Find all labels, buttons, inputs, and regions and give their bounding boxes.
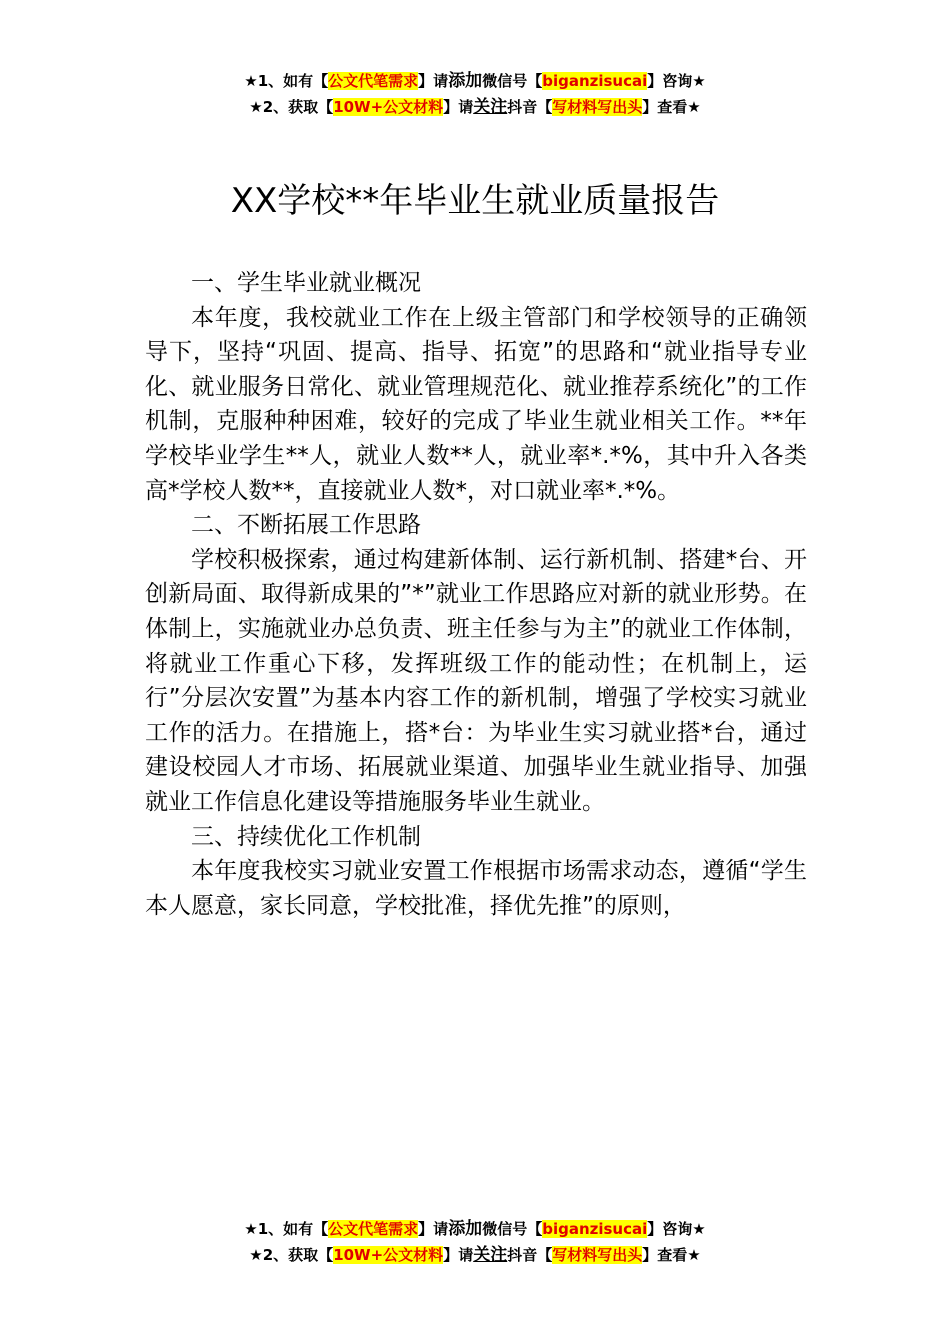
banner-text: 微信号【	[482, 1220, 543, 1238]
banner-line-2	[0, 94, 950, 120]
highlight-douyin-account: 写材料写出头	[552, 1246, 643, 1264]
banner-text: 2、获取【	[262, 98, 334, 116]
banner-line-1	[0, 1216, 950, 1242]
banner-text-emphasis: 添加	[448, 71, 483, 91]
highlight-wechat-id: biganzisucai	[542, 72, 648, 90]
banner-text: 】请	[443, 1246, 474, 1264]
highlight-service: 公文代笔需求	[328, 72, 419, 90]
highlight-materials: 10W+公文材料	[333, 1246, 444, 1264]
document-body	[145, 266, 807, 923]
highlight-service: 公文代笔需求	[328, 1220, 419, 1238]
star-icon: ★	[692, 1220, 706, 1238]
star-icon: ★	[692, 72, 706, 90]
page-title: XX学校**年毕业生就业质量报告	[230, 181, 720, 221]
section-heading: 一、学生毕业就业概况	[191, 270, 421, 296]
banner-text-emphasis: 关注	[473, 97, 508, 117]
banner-text: 】查看	[642, 98, 688, 116]
star-icon: ★	[687, 98, 701, 116]
star-icon: ★	[687, 1246, 701, 1264]
section-heading: 三、持续优化工作机制	[191, 823, 421, 850]
paragraph: 学校积极探索，通过构建新体制、运行新机制、搭建*台、开创新局面、取得新成果的”*”就业工作思路应对新的就业形势。在体制上，实施就业办总负责、班主任参与为主”的就业工作体制，将就业工作重心下移，发挥班级工作的能动性；在机制上，运行”分层次安置”为基本内容工作的新机制，增强了学校实习就业工作的活力。在措施上，搭*台：为毕业生实习就业搭*台，通过建设校园人才市场、拓展就业渠道、加强毕业生就业指导、加强就业工作信息化建设等措施服务毕业生就业。	[145, 546, 807, 815]
star-icon: ★	[244, 72, 258, 90]
banner-line-2	[0, 1242, 950, 1268]
star-icon: ★	[249, 98, 263, 116]
highlight-douyin-account: 写材料写出头	[552, 98, 643, 116]
banner-text: 2、获取【	[262, 1246, 334, 1264]
highlight-materials: 10W+公文材料	[333, 98, 444, 116]
banner-text: 】请	[418, 1220, 449, 1238]
banner-text: 】请	[443, 98, 474, 116]
banner-text: 】咨询	[647, 1220, 693, 1238]
banner-line-1	[0, 68, 950, 94]
footer-banner	[0, 1216, 950, 1268]
banner-text: 】查看	[642, 1246, 688, 1264]
section-heading: 二、不断拓展工作思路	[191, 512, 421, 539]
paragraph: 本年度我校实习就业安置工作根据市场需求动态，遵循“学生本人愿意，家长同意，学校批准，择优先推”的原则，	[145, 858, 807, 919]
highlight-wechat-id: biganzisucai	[542, 1220, 648, 1238]
header-banner	[0, 68, 950, 120]
banner-text: 1、如有【	[257, 72, 329, 90]
banner-text: 抖音【	[507, 1246, 553, 1264]
paragraph: 本年度，我校就业工作在上级主管部门和学校领导的正确领导下，坚持“巩固、提高、指导、拓宽”的思路和“就业指导专业化、就业服务日常化、就业管理规范化、就业推荐系统化”的工作机制，克服种种困难，较好的完成了毕业生就业相关工作。**年学校毕业学生**人，就业人数**人，就业率*.*%，其中升入各类高*学校人数**，直接就业人数*，对口就业率*.*%。	[145, 304, 807, 504]
banner-text: 微信号【	[482, 72, 543, 90]
banner-text: 1、如有【	[257, 1220, 329, 1238]
banner-text: 抖音【	[507, 98, 553, 116]
star-icon: ★	[244, 1220, 258, 1238]
star-icon: ★	[249, 1246, 263, 1264]
banner-text: 】咨询	[647, 72, 693, 90]
banner-text-emphasis: 关注	[473, 1245, 508, 1265]
banner-text-emphasis: 添加	[448, 1219, 483, 1239]
banner-text: 】请	[418, 72, 449, 90]
